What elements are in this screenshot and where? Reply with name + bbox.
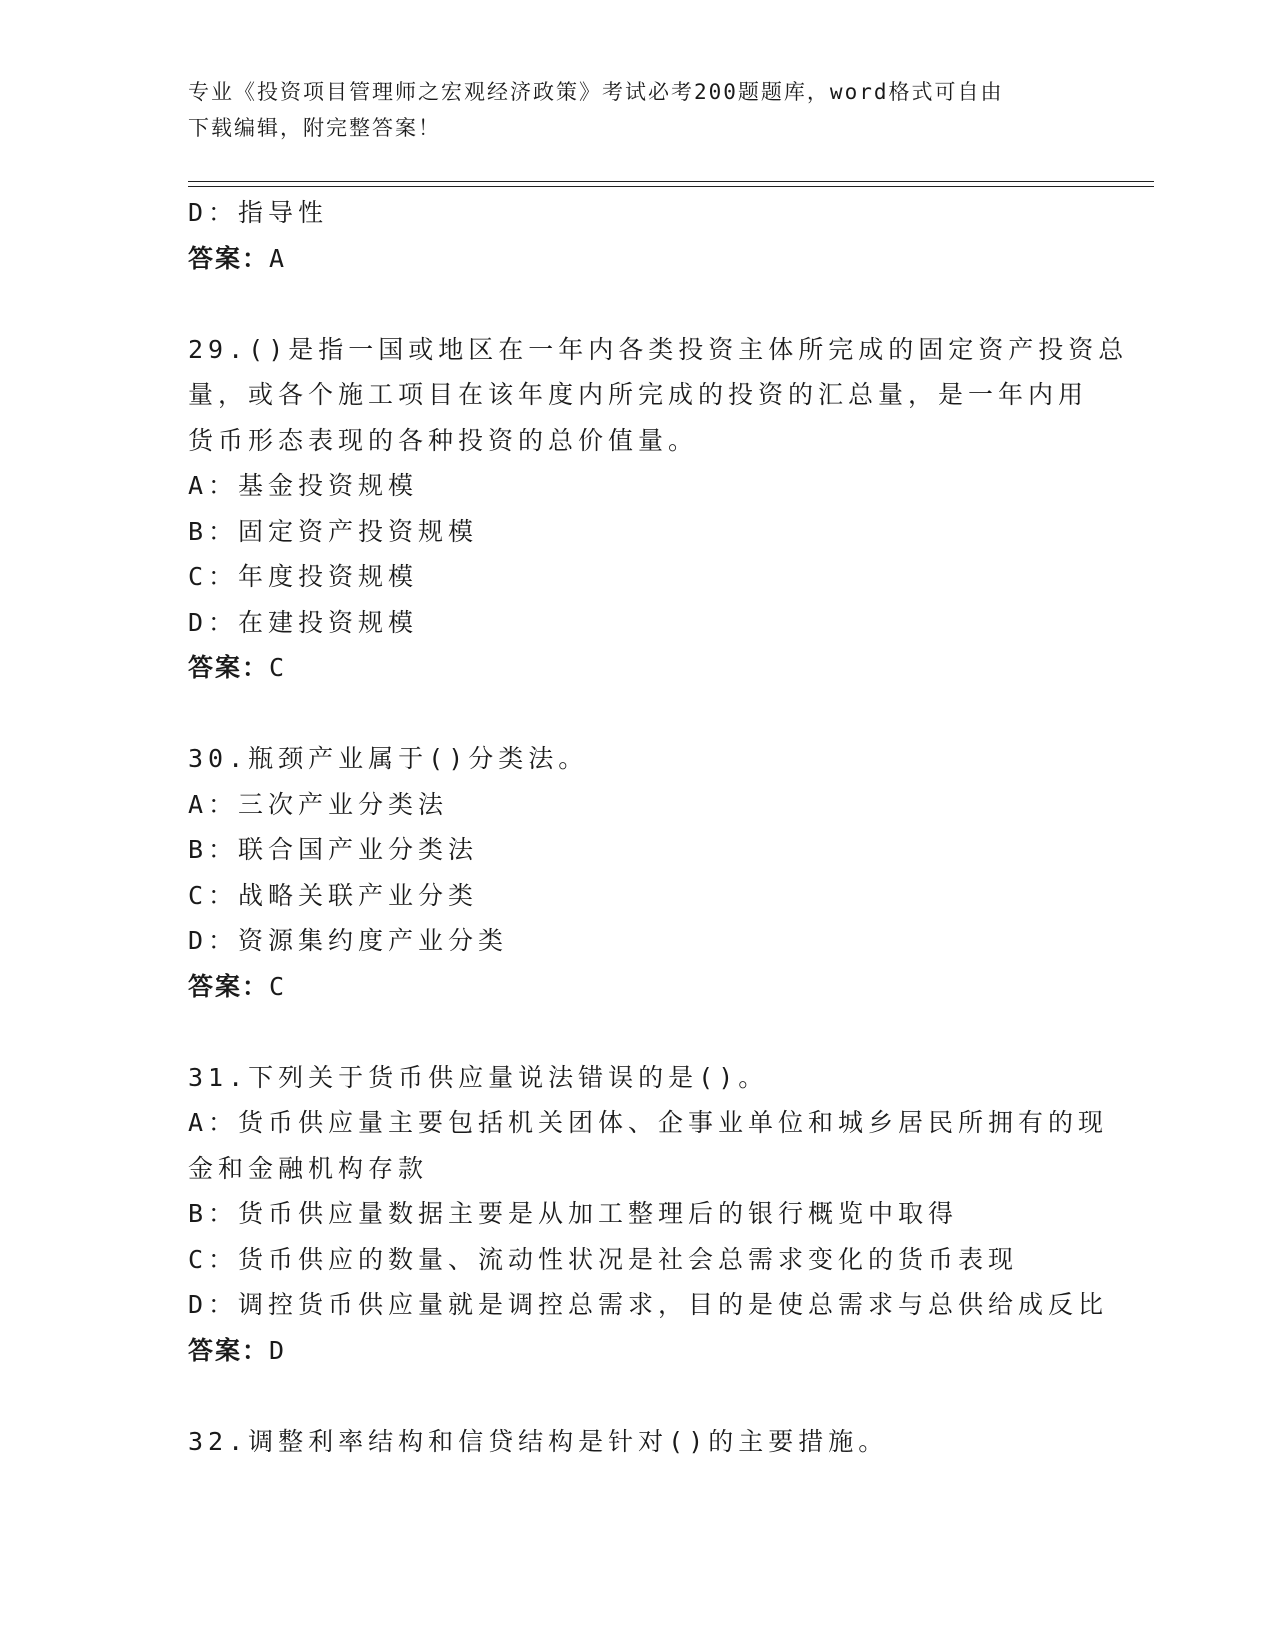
header-line-2: 下载编辑，附完整答案！ [188, 116, 441, 140]
document-body [188, 190, 1129, 1464]
option-d: D：指导性 [188, 198, 329, 227]
answer-line [188, 645, 1088, 691]
question-stem-line: 31.下列关于货币供应量说法错误的是()。 [188, 1062, 769, 1092]
header-rule-bottom [188, 186, 1154, 187]
page-header [188, 74, 1088, 146]
answer-label: 答案： [188, 653, 270, 682]
option-b: B：固定资产投资规模 [188, 516, 479, 546]
option-a: A：三次产业分类法 [188, 789, 449, 819]
option-d: D：在建投资规模 [188, 607, 419, 637]
spacer [188, 1373, 1088, 1419]
option-c: C：年度投资规模 [188, 562, 419, 591]
question-stem-line: 30.瓶颈产业属于()分类法。 [188, 744, 589, 773]
question-stem-line: 29.()是指一国或地区在一年内各类投资主体所完成的固定资产投资总 [188, 334, 1129, 364]
option-a: A：基金投资规模 [188, 471, 419, 500]
answer-label: 答案： [188, 971, 270, 1001]
question-31 [188, 1055, 1109, 1374]
answer-line [188, 964, 1088, 1010]
answer-value: C [269, 971, 285, 1001]
header-line-1: 专业《投资项目管理师之宏观经济政策》考试必考200题题库，word格式可自由 [188, 80, 1004, 104]
spacer [188, 1009, 1088, 1055]
answer-label: 答案： [188, 243, 270, 273]
question-32 [188, 1419, 1088, 1465]
option-c: C：货币供应的数量、流动性状况是社会总需求变化的货币表现 [188, 1244, 1019, 1274]
answer-value: D [269, 1335, 285, 1365]
option-b: B：联合国产业分类法 [188, 835, 479, 864]
question-stem-line: 量，或各个施工项目在该年度内所完成的投资的汇总量，是一年内用 [188, 380, 1089, 409]
question-stem-line: 货币形态表现的各种投资的总价值量。 [188, 425, 699, 455]
spacer [188, 281, 1088, 327]
option-d: D：调控货币供应量就是调控总需求，目的是使总需求与总供给成反比 [188, 1290, 1109, 1319]
answer-value: C [269, 653, 285, 682]
answer-line [188, 1328, 1088, 1374]
header-rule-top [188, 181, 1154, 182]
option-a-continued: 金和金融机构存款 [188, 1153, 429, 1183]
answer-line [188, 236, 1088, 282]
question-stem-line: 32.调整利率结构和信贷结构是针对()的主要措施。 [188, 1426, 889, 1456]
question-30 [188, 736, 1088, 1009]
option-b: B：货币供应量数据主要是从加工整理后的银行概览中取得 [188, 1199, 959, 1228]
option-c: C：战略关联产业分类 [188, 880, 479, 910]
answer-label: 答案： [188, 1335, 270, 1365]
spacer [188, 691, 1088, 737]
option-d: D：资源集约度产业分类 [188, 926, 509, 955]
answer-value: A [269, 243, 285, 273]
option-a: A：货币供应量主要包括机关团体、企事业单位和城乡居民所拥有的现 [188, 1108, 1109, 1137]
question-29 [188, 327, 1129, 691]
